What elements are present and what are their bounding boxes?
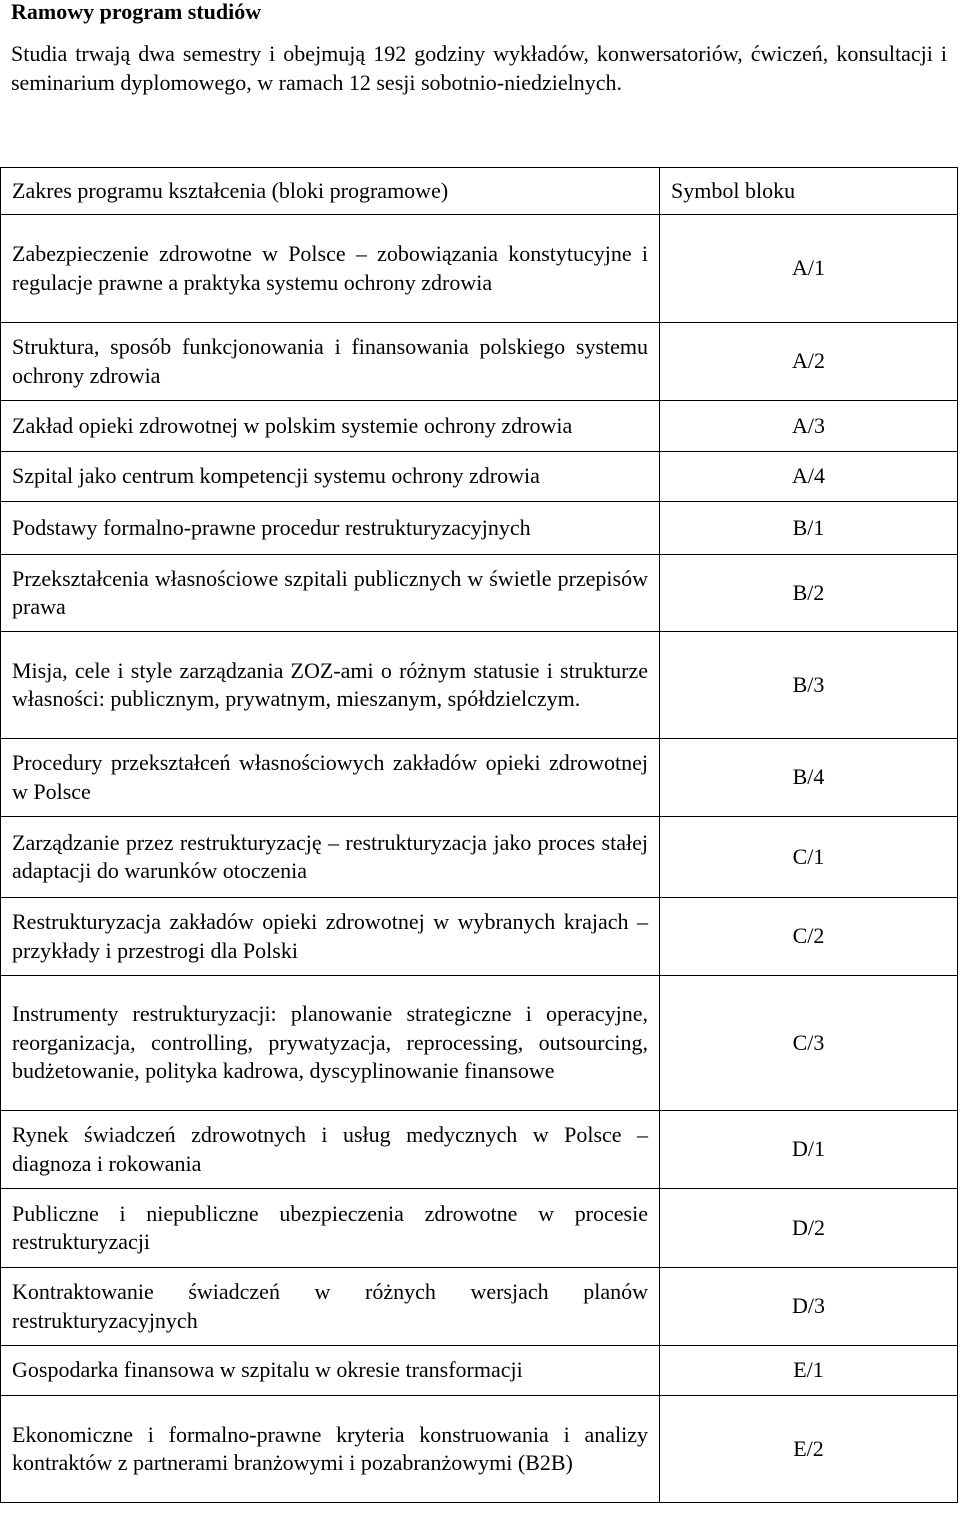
program-cell: Procedury przekształceń własnościowych zakładów opieki zdrowotnej w Polsce <box>1 739 660 817</box>
symbol-cell: A/3 <box>660 401 958 452</box>
program-cell: Instrumenty restrukturyzacji: planowanie strategiczne i operacyjne, reorganizacja, controlling, prywatyzacja, reprocessing, outsourcing, budżetowanie, polityka kadrowa, dyscyplinowanie finansowe <box>1 976 660 1111</box>
symbol-cell: A/1 <box>660 215 958 323</box>
program-cell: Misja, cele i style zarządzania ZOZ-ami o różnym statusie i strukturze własności: publicznym, prywatnym, mieszanym, spółdzielczym. <box>1 632 660 739</box>
symbol-cell: B/1 <box>660 502 958 555</box>
symbol-cell: E/2 <box>660 1396 958 1503</box>
symbol-cell: E/1 <box>660 1346 958 1396</box>
program-cell: Ekonomiczne i formalno-prawne kryteria konstruowania i analizy kontraktów z partnerami branżowymi i pozabranżowymi (B2B) <box>1 1396 660 1503</box>
program-cell: Rynek świadczeń zdrowotnych i usług medycznych w Polsce – diagnoza i rokowania <box>1 1111 660 1189</box>
table-row <box>1 898 958 976</box>
program-cell: Gospodarka finansowa w szpitalu w okresie transformacji <box>1 1346 660 1396</box>
intro-paragraph: Studia trwają dwa semestry i obejmują 192 godziny wykładów, konwersatoriów, ćwiczeń, konsultacji i seminarium dyplomowego, w ramach 12 sesji sobotnio-niedzielnych. <box>11 41 947 95</box>
program-cell: Przekształcenia własnościowe szpitali publicznych w świetle przepisów prawa <box>1 555 660 632</box>
table-row <box>1 555 958 632</box>
table-row <box>1 1396 958 1503</box>
table-row <box>1 1346 958 1396</box>
symbol-cell: D/2 <box>660 1189 958 1268</box>
table-row <box>1 739 958 817</box>
program-cell: Restrukturyzacja zakładów opieki zdrowotnej w wybranych krajach – przykłady i przestrogi dla Polski <box>1 898 660 976</box>
program-cell: Publiczne i niepubliczne ubezpieczenia zdrowotne w procesie restrukturyzacji <box>1 1189 660 1268</box>
symbol-cell: A/4 <box>660 452 958 502</box>
table-row <box>1 323 958 401</box>
symbol-cell: B/4 <box>660 739 958 817</box>
table-row <box>1 632 958 739</box>
symbol-cell: D/3 <box>660 1268 958 1346</box>
program-cell: Szpital jako centrum kompetencji systemu ochrony zdrowia <box>1 452 660 502</box>
symbol-cell: C/1 <box>660 817 958 898</box>
table-row <box>1 452 958 502</box>
column-header-program: Zakres programu kształcenia (bloki programowe) <box>1 168 660 215</box>
symbol-cell: C/3 <box>660 976 958 1111</box>
program-cell: Zakład opieki zdrowotnej w polskim systemie ochrony zdrowia <box>1 401 660 452</box>
table-row <box>1 1111 958 1189</box>
table-row <box>1 502 958 555</box>
program-blocks-table <box>0 167 958 1503</box>
symbol-cell: D/1 <box>660 1111 958 1189</box>
table-row <box>1 215 958 323</box>
section-heading: Ramowy program studiów <box>11 0 262 24</box>
program-cell: Zabezpieczenie zdrowotne w Polsce – zobowiązania konstytucyjne i regulacje prawne a praktyka systemu ochrony zdrowia <box>1 215 660 323</box>
column-header-symbol: Symbol bloku <box>660 168 958 215</box>
symbol-cell: B/2 <box>660 555 958 632</box>
table-row <box>1 401 958 452</box>
symbol-cell: B/3 <box>660 632 958 739</box>
table-row <box>1 976 958 1111</box>
program-cell: Podstawy formalno-prawne procedur restrukturyzacyjnych <box>1 502 660 555</box>
program-cell: Kontraktowanie świadczeń w różnych wersjach planów restrukturyzacyjnych <box>1 1268 660 1346</box>
program-cell: Struktura, sposób funkcjonowania i finansowania polskiego systemu ochrony zdrowia <box>1 323 660 401</box>
table-row <box>1 817 958 898</box>
symbol-cell: A/2 <box>660 323 958 401</box>
program-cell: Zarządzanie przez restrukturyzację – restrukturyzacja jako proces stałej adaptacji do warunków otoczenia <box>1 817 660 898</box>
table-header-row <box>1 168 958 215</box>
table-row <box>1 1268 958 1346</box>
table-row <box>1 1189 958 1268</box>
symbol-cell: C/2 <box>660 898 958 976</box>
